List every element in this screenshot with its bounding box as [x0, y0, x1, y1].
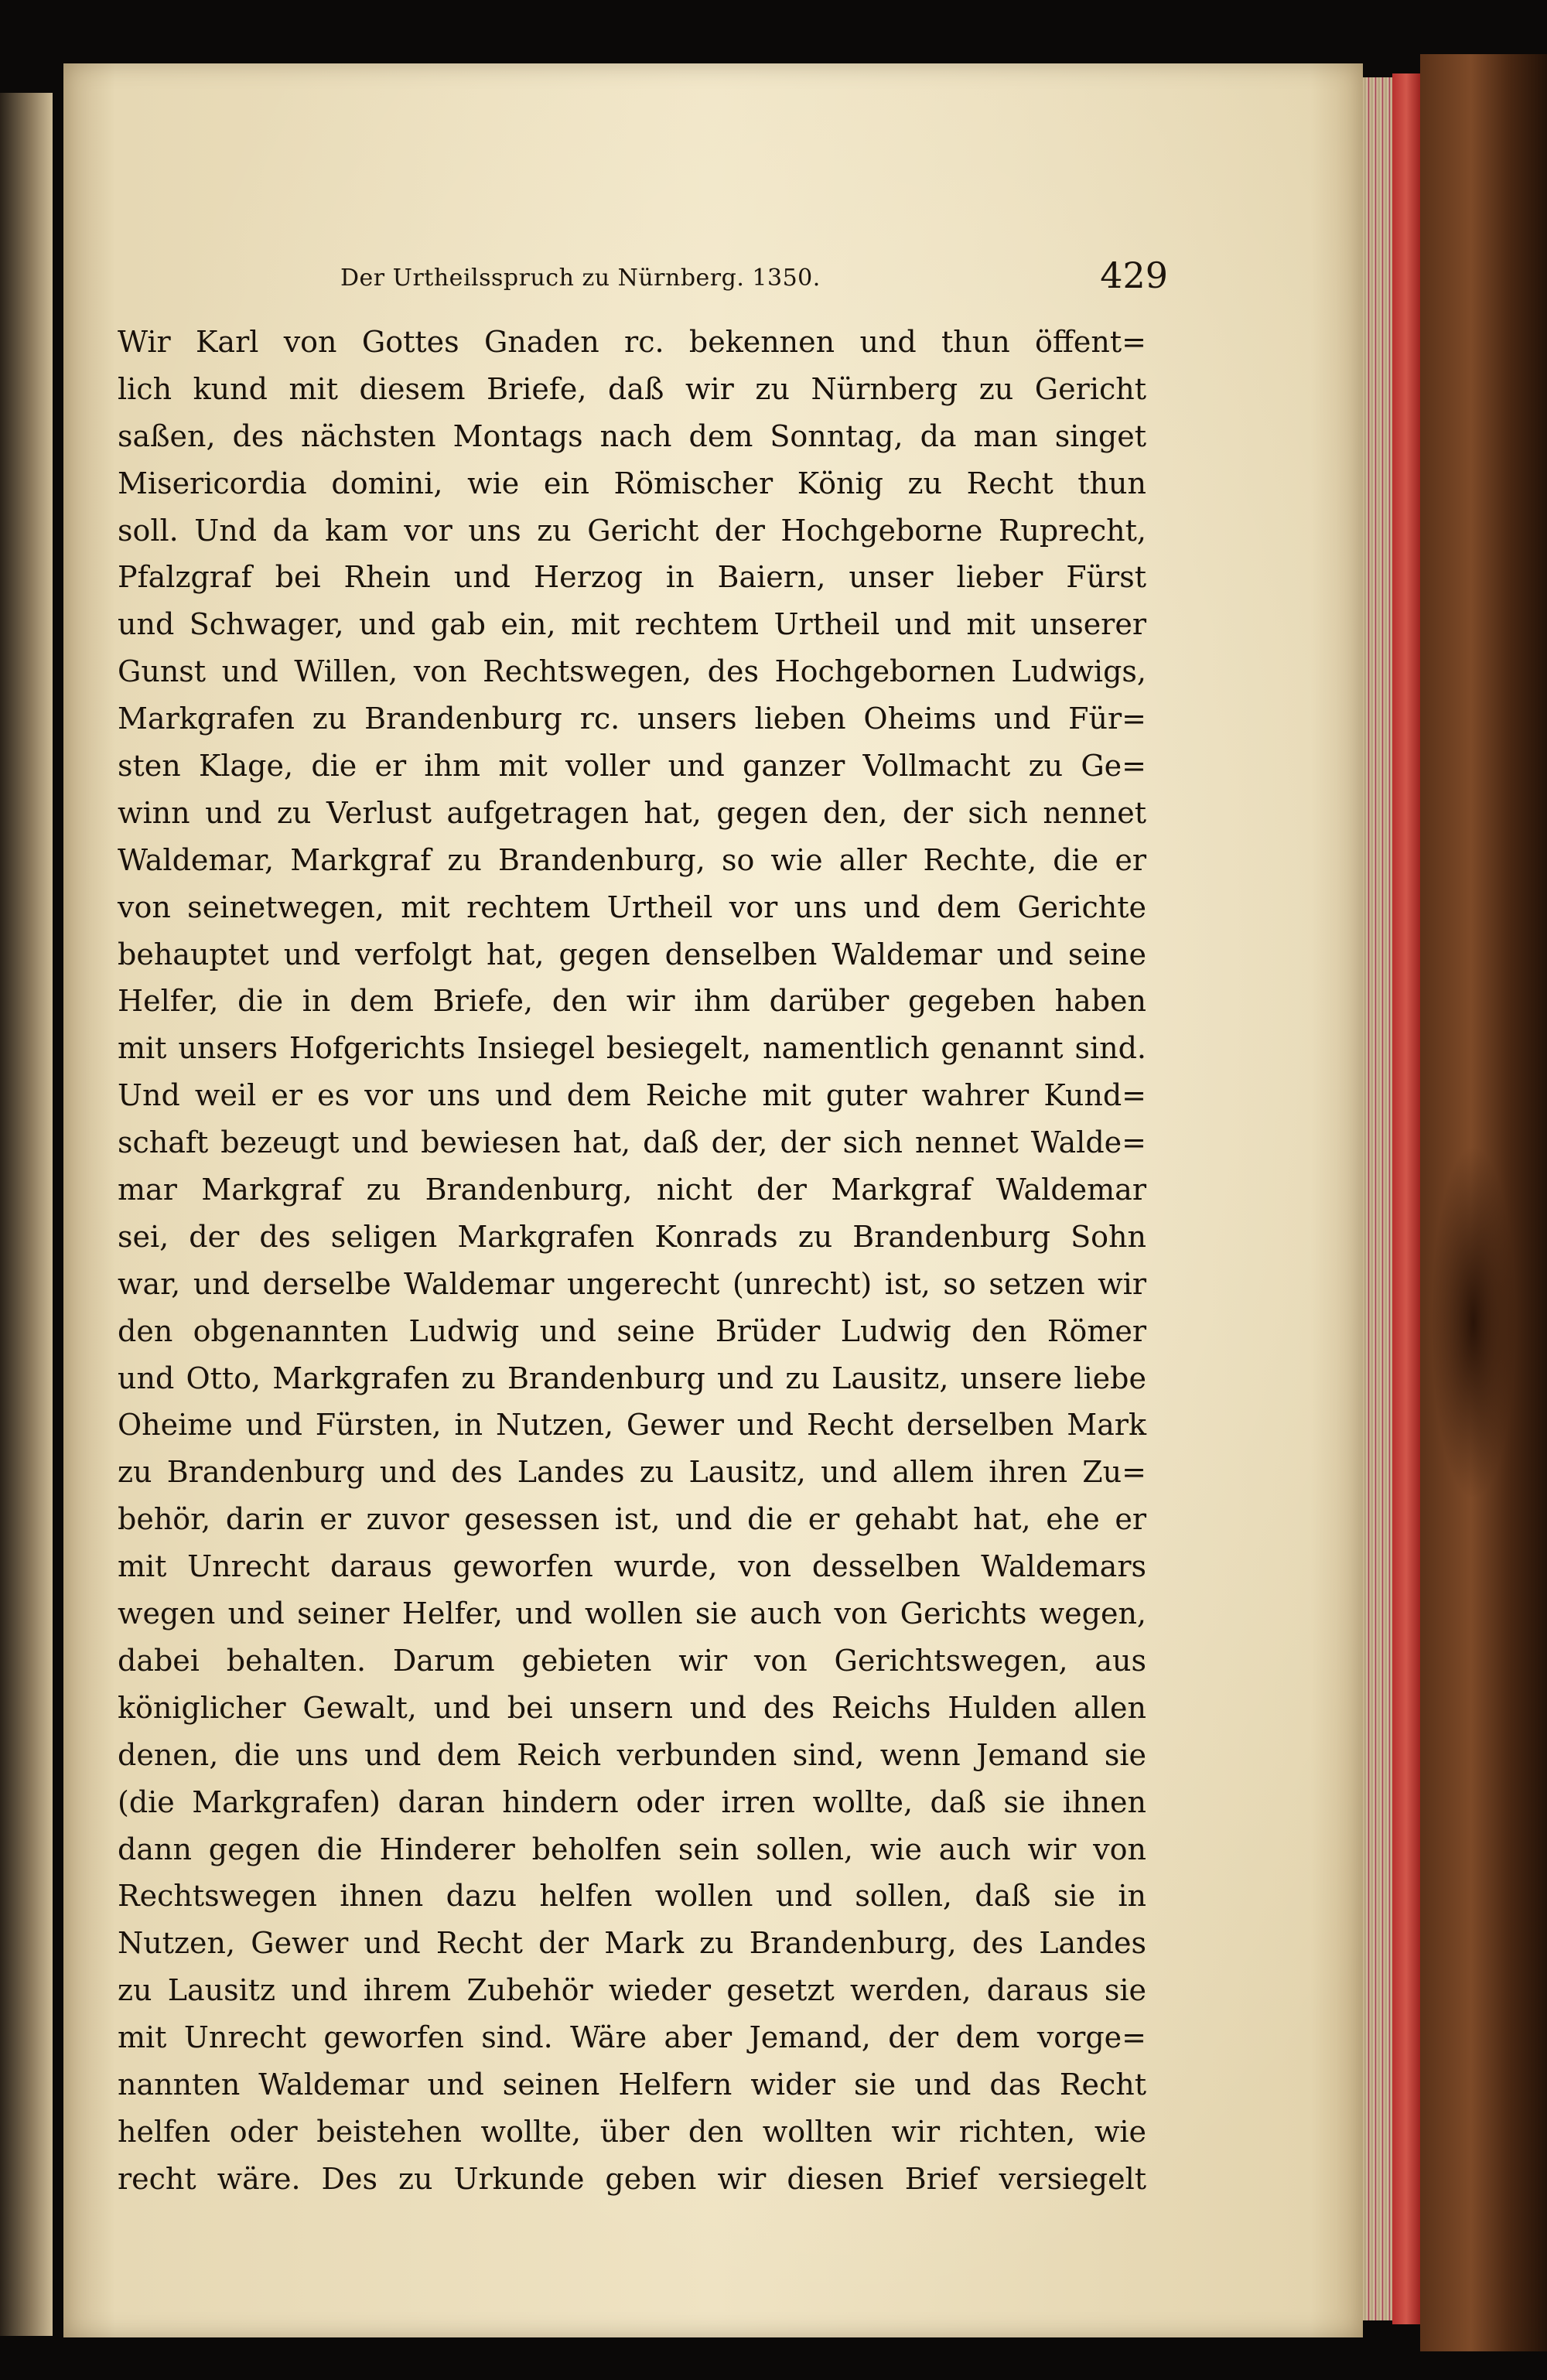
text-line: Gunst und Willen, von Rechtswegen, des Hochgebornen Ludwigs,: [118, 654, 1146, 689]
text-line: Wir Karl von Gottes Gnaden rc. bekennen und thun öffent=: [118, 325, 1146, 359]
text-line: denen, die uns und dem Reich verbunden sind, wenn Jemand sie: [118, 1737, 1146, 1772]
text-line: dabei behalten. Darum gebieten wir von Gerichtswegen, aus: [118, 1643, 1146, 1678]
text-line: war, und derselbe Waldemar ungerecht (unrecht) ist, so setzen wir: [118, 1266, 1146, 1301]
text-line: Nutzen, Gewer und Recht der Mark zu Brandenburg, des Landes: [118, 1926, 1146, 1961]
text-line: lich kund mit diesem Briefe, daß wir zu Nürnberg zu Gericht: [118, 371, 1146, 406]
text-line: und Otto, Markgrafen zu Brandenburg und zu Lausitz, unsere liebe: [118, 1361, 1146, 1395]
text-line: Und weil er es vor uns und dem Reiche mit guter wahrer Kund=: [118, 1078, 1146, 1113]
text-line: recht wäre. Des zu Urkunde geben wir diesen Brief versiegelt: [118, 2161, 1146, 2196]
body-text: [118, 319, 1146, 2203]
text-line: Oheime und Fürsten, in Nutzen, Gewer und Recht derselben Mark: [118, 1408, 1146, 1443]
text-line: helfen oder beistehen wollte, über den wollten wir richten, wie: [118, 2114, 1146, 2149]
red-gilt-edge: [1392, 73, 1420, 2324]
facing-page-edge: [0, 93, 53, 2336]
text-line: wegen und seiner Helfer, und wollen sie auch von Gerichts wegen,: [118, 1596, 1146, 1631]
page-number: 429: [1100, 254, 1168, 296]
text-line: saßen, des nächsten Montags nach dem Sonntag, da man singet: [118, 418, 1146, 453]
text-line: nannten Waldemar und seinen Helfern wider sie und das Recht: [118, 2067, 1146, 2102]
text-line: mit Unrecht geworfen sind. Wäre aber Jemand, der dem vorge=: [118, 2020, 1146, 2055]
text-line: soll. Und da kam vor uns zu Gericht der Hochgeborne Ruprecht,: [118, 513, 1146, 548]
text-line: dann gegen die Hinderer beholfen sein sollen, wie auch wir von: [118, 1832, 1146, 1866]
cover-wear: [1431, 1145, 1516, 1501]
running-head: Der Urtheilsspruch zu Nürnberg. 1350.: [340, 265, 821, 292]
text-line: mar Markgraf zu Brandenburg, nicht der Markgraf Waldemar: [118, 1173, 1146, 1207]
text-line: behör, darin er zuvor gesessen ist, und die er gehabt hat, ehe er: [118, 1502, 1146, 1537]
text-line: Helfer, die in dem Briefe, den wir ihm darüber gegeben haben: [118, 984, 1146, 1019]
text-line: und Schwager, und gab ein, mit rechtem Urtheil und mit unserer: [118, 607, 1146, 642]
text-line: (die Markgrafen) daran hindern oder irren wollte, daß sie ihnen: [118, 1784, 1146, 1819]
text-line: von seinetwegen, mit rechtem Urtheil vor uns und dem Gerichte: [118, 890, 1146, 924]
text-line: Markgrafen zu Brandenburg rc. unsers lieben Oheims und Für=: [118, 702, 1146, 736]
text-line: schaft bezeugt und bewiesen hat, daß der, der sich nennet Walde=: [118, 1125, 1146, 1160]
text-line: Pfalzgraf bei Rhein und Herzog in Baiern, unser lieber Fürst: [118, 560, 1146, 595]
text-line: zu Lausitz und ihrem Zubehör wieder gesetzt werden, daraus sie: [118, 1973, 1146, 2008]
text-line: den obgenannten Ludwig und seine Brüder Ludwig den Römer: [118, 1313, 1146, 1348]
text-line: mit unsers Hofgerichts Insiegel besiegelt, namentlich genannt sind.: [118, 1031, 1146, 1066]
text-line: Rechtswegen ihnen dazu helfen wollen und sollen, daß sie in: [118, 1879, 1146, 1914]
text-line: mit Unrecht daraus geworfen wurde, von desselben Waldemars: [118, 1549, 1146, 1584]
text-line: sei, der des seligen Markgrafen Konrads zu Brandenburg Sohn: [118, 1219, 1146, 1254]
text-line: winn und zu Verlust aufgetragen hat, gegen den, der sich nennet: [118, 795, 1146, 830]
text-line: Waldemar, Markgraf zu Brandenburg, so wie aller Rechte, die er: [118, 842, 1146, 877]
text-line: zu Brandenburg und des Landes zu Lausitz, und allem ihren Zu=: [118, 1455, 1146, 1490]
text-line: Misericordia domini, wie ein Römischer König zu Recht thun: [118, 466, 1146, 500]
text-line: sten Klage, die er ihm mit voller und ganzer Vollmacht zu Ge=: [118, 749, 1146, 784]
text-line: behauptet und verfolgt hat, gegen denselben Waldemar und seine: [118, 937, 1146, 971]
text-line: königlicher Gewalt, und bei unsern und des Reichs Hulden allen: [118, 1690, 1146, 1725]
